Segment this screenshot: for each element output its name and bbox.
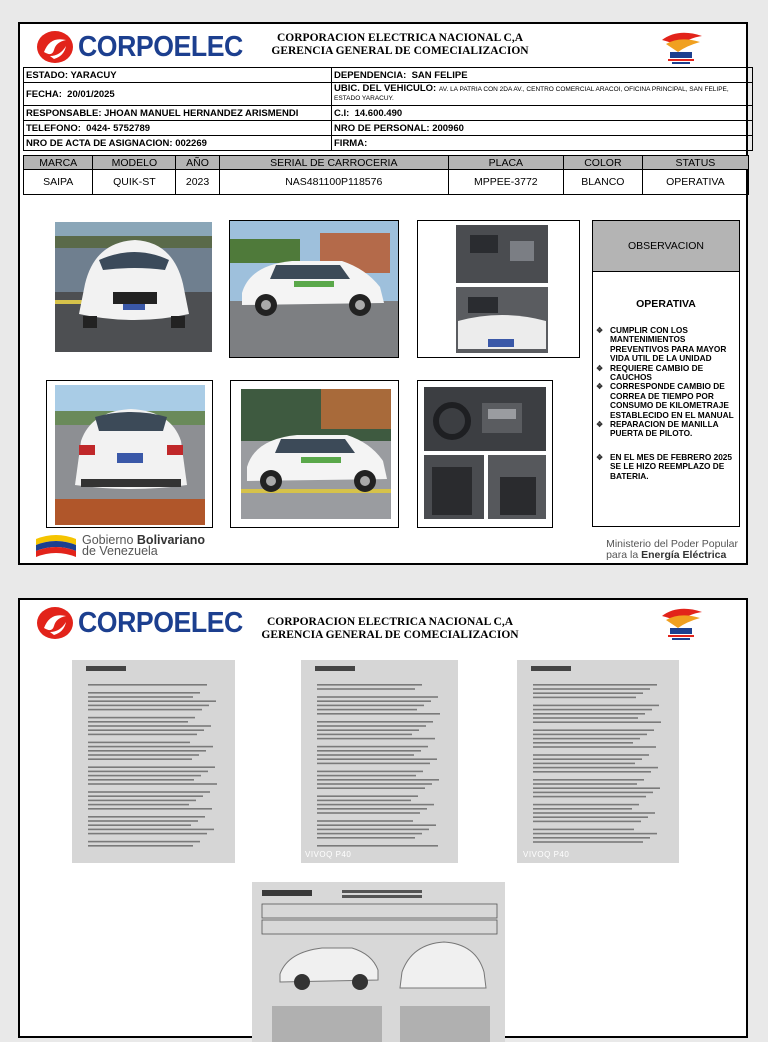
vehicle-photo-side-1 bbox=[229, 220, 399, 358]
vehicle-header-status: STATUS bbox=[642, 156, 748, 170]
responsable-cell: RESPONSABLE: JHOAN MANUEL HERNANDEZ ARISMENDI bbox=[24, 106, 332, 121]
vehicle-photo-engine bbox=[417, 220, 580, 358]
vehicle-photo-side-2 bbox=[230, 380, 399, 528]
ministry-text-2: para la bbox=[606, 548, 642, 561]
observation-item: ❖ REPARACION DE MANILLA PUERTA DE PILOTO. bbox=[596, 419, 719, 439]
observation-item: ❖ CUMPLIR CON LOS MANTENIMIENTOS PREVENTIVOS PARA MAYOR VIDA UTIL DE LA UNIDAD bbox=[596, 325, 727, 364]
government-logo bbox=[36, 533, 205, 559]
ci-cell: C.I: 14.600.490 bbox=[332, 106, 753, 121]
scanned-document-4 bbox=[252, 882, 505, 1042]
vehicle-photo-interior bbox=[417, 380, 553, 528]
acta-cell: NRO DE ACTA DE ASIGNACION: 002269 bbox=[24, 136, 332, 151]
corpoelec-swirl-icon bbox=[36, 606, 74, 640]
observation-item: ❖ CORRESPONDE CAMBIO DE CORREA DE TIEMPO POR CONSUMO DE KILOMETRAJE ESTABLECIDO EN EL MANUAL bbox=[596, 381, 734, 420]
vehicle-header-anio: AÑO bbox=[176, 156, 219, 170]
vehicle-value-anio: 2023 bbox=[176, 170, 219, 195]
scanned-document-2 bbox=[301, 660, 458, 863]
corpoelec-swirl-icon bbox=[36, 30, 74, 64]
vehicle-header-modelo: MODELO bbox=[93, 156, 176, 170]
scanned-document-1 bbox=[72, 660, 235, 863]
document-title-2 bbox=[225, 616, 555, 642]
ubicacion-cell: UBIC. DEL VEHICULO: AV. LA PATRIA CON 2DA AV., CENTRO COMERCIAL ARACOI, OFICINA PRINCIPAL, SAN FELIPE, ESTADO YARACUY. bbox=[332, 83, 753, 106]
gov-text-2: Bolivariano bbox=[136, 532, 205, 547]
brand-name: CORPOELEC bbox=[78, 30, 243, 63]
vehicle-value-modelo: QUIK-ST bbox=[93, 170, 176, 195]
observation-list bbox=[593, 326, 739, 481]
observation-item: ❖ REQUIERE CAMBIO DE CAUCHOS bbox=[596, 362, 704, 383]
vehicle-table bbox=[23, 155, 749, 195]
telefono-cell: TELEFONO: 0424- 5752789 bbox=[24, 121, 332, 136]
watermark-2: VIVOQ P40 bbox=[523, 850, 570, 859]
observation-panel bbox=[592, 220, 740, 527]
document-page-1 bbox=[18, 22, 748, 565]
watermark-1: VIVOQ P40 bbox=[305, 850, 352, 859]
vehicle-header-marca: MARCA bbox=[24, 156, 93, 170]
vehicle-value-marca: SAIPA bbox=[24, 170, 93, 195]
observation-title: OBSERVACION bbox=[593, 221, 739, 272]
diamond-bullet-icon: ❖ bbox=[596, 326, 604, 335]
vehicle-value-placa: MPPEE-3772 bbox=[448, 170, 563, 195]
gov-text-3: de Venezuela bbox=[82, 544, 158, 558]
title-line-2: GERENCIA GENERAL DE COMECIALIZACION bbox=[271, 45, 529, 57]
diamond-bullet-icon: ❖ bbox=[596, 420, 604, 430]
anniversary-badge-icon bbox=[658, 26, 704, 66]
assignment-info-table bbox=[23, 67, 753, 151]
vehicle-value-serial: NAS481100P118576 bbox=[219, 170, 448, 195]
dependencia-cell: DEPENDENCIA: SAN FELIPE bbox=[332, 68, 753, 83]
document-title bbox=[235, 32, 565, 58]
vehicle-header-color: COLOR bbox=[563, 156, 642, 170]
diamond-bullet-icon: ❖ bbox=[596, 452, 604, 462]
personal-cell: NRO DE PERSONAL: 200960 bbox=[332, 121, 753, 136]
anniversary-badge-icon-2 bbox=[658, 602, 704, 642]
vehicle-photo-front bbox=[55, 222, 212, 352]
observation-item: ❖ EN EL MES DE FEBRERO 2025 SE LE HIZO REEMPLAZO DE BATERIA. bbox=[596, 451, 733, 481]
diamond-bullet-icon: ❖ bbox=[596, 382, 604, 392]
diamond-bullet-icon: ❖ bbox=[596, 363, 604, 373]
title-line-1: CORPORACION ELECTRICA NACIONAL C,A bbox=[277, 32, 523, 44]
firma-cell: FIRMA: bbox=[332, 136, 753, 151]
ministry-text-3: Energía Eléctrica bbox=[641, 548, 727, 561]
venezuela-flag-icon bbox=[36, 533, 76, 559]
title-line-1-p2: CORPORACION ELECTRICA NACIONAL C,A bbox=[267, 616, 513, 628]
scanned-document-3 bbox=[517, 660, 679, 863]
title-line-2-p2: GERENCIA GENERAL DE COMECIALIZACION bbox=[261, 629, 519, 641]
observation-status: OPERATIVA bbox=[636, 298, 696, 310]
vehicle-photo-rear bbox=[46, 380, 213, 528]
fecha-cell: FECHA: 20/01/2025 bbox=[24, 83, 332, 106]
vehicle-value-color: BLANCO bbox=[563, 170, 642, 195]
document-page-2 bbox=[18, 598, 748, 1038]
estado-cell: ESTADO: YARACUY bbox=[24, 68, 332, 83]
vehicle-header-serial: SERIAL DE CARROCERIA bbox=[219, 156, 448, 170]
corpoelec-logo-2 bbox=[36, 606, 257, 640]
gov-text-1: Gobierno bbox=[82, 532, 137, 547]
ministry-text-1: Ministerio del Poder Popular bbox=[606, 538, 738, 550]
corpoelec-logo bbox=[36, 30, 257, 64]
vehicle-value-status: OPERATIVA bbox=[642, 170, 748, 195]
ministry-logo bbox=[606, 539, 738, 560]
brand-name-2: CORPOELEC bbox=[78, 606, 243, 639]
vehicle-header-placa: PLACA bbox=[448, 156, 563, 170]
